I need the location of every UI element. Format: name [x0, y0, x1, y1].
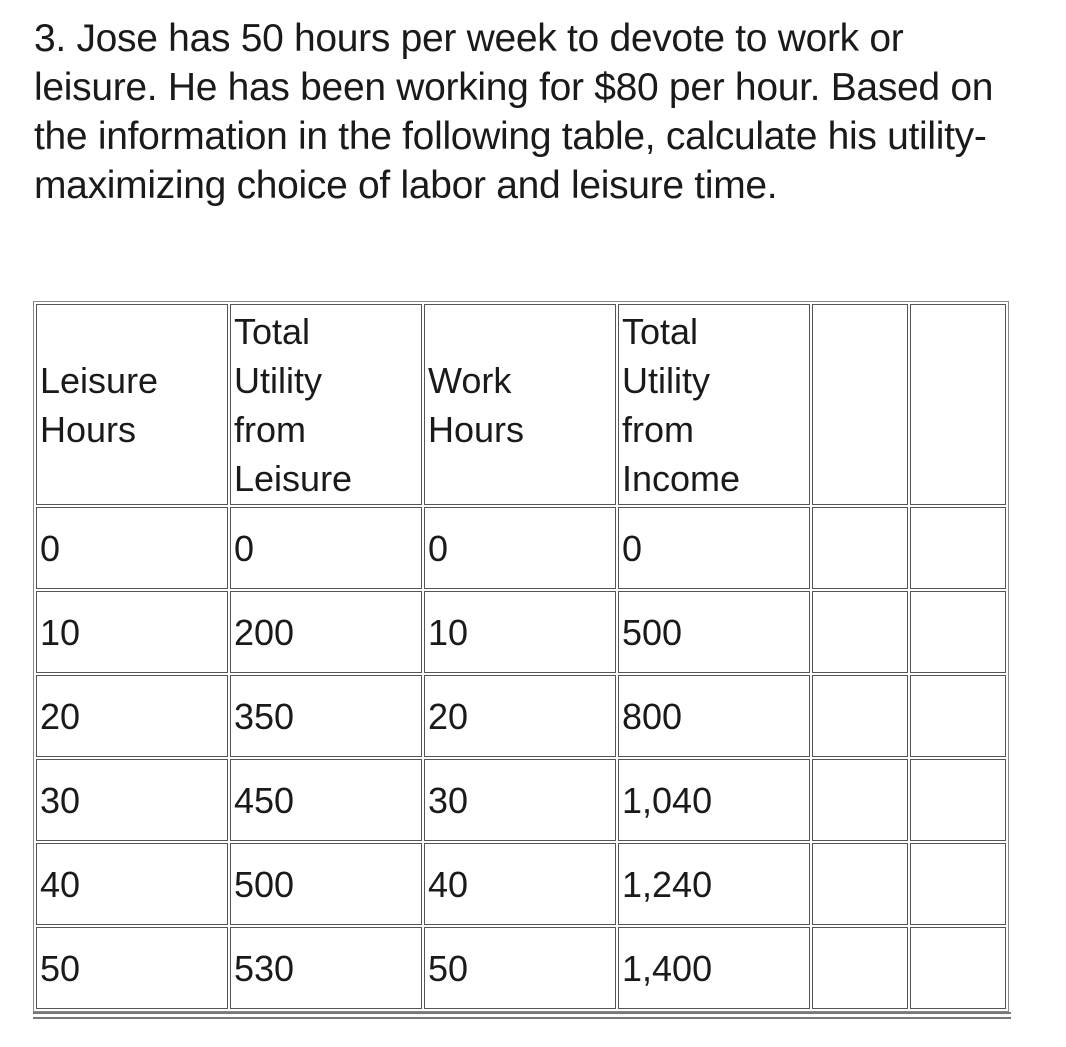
cell-leisure-hours: 30 [36, 759, 228, 841]
header-word: Leisure [234, 457, 353, 499]
cell-empty [812, 591, 908, 673]
cell-work-hours: 30 [424, 759, 616, 841]
table-row [36, 507, 1006, 589]
cell-utility-leisure: 350 [230, 675, 422, 757]
cell-empty [812, 759, 908, 841]
cell-work-hours: 40 [424, 843, 616, 925]
cell-empty [812, 927, 908, 1009]
cell-utility-income: 0 [618, 507, 810, 589]
cell-utility-income: 1,400 [618, 927, 810, 1009]
table-row [36, 591, 1006, 673]
cell-empty [910, 591, 1006, 673]
utility-table [33, 301, 1009, 1012]
cell-utility-income: 500 [618, 591, 810, 673]
cell-leisure-hours: 0 [36, 507, 228, 589]
cell-empty [812, 507, 908, 589]
cell-leisure-hours: 50 [36, 927, 228, 1009]
header-word: Total [234, 310, 311, 352]
header-word: Income [622, 457, 741, 499]
header-word: Utility [234, 359, 322, 401]
cell-leisure-hours: 20 [36, 675, 228, 757]
cell-leisure-hours: 10 [36, 591, 228, 673]
question-text: 3. Jose has 50 hours per week to devote to work or leisure. He has been working for $80 per hour. Based on the information in the following table, calculate his utility-maximizing choice of labor and leisure time. [34, 17, 994, 207]
header-work-hours [424, 304, 616, 505]
cell-work-hours: 0 [424, 507, 616, 589]
cell-utility-leisure: 530 [230, 927, 422, 1009]
header-word: from [234, 408, 306, 450]
cell-utility-leisure: 0 [230, 507, 422, 589]
header-empty-6 [910, 304, 1006, 505]
table-header-row [36, 304, 1006, 505]
header-word: Total [622, 310, 699, 352]
header-word: Leisure [40, 359, 159, 401]
header-leisure-hours [36, 304, 228, 505]
cell-utility-income: 1,240 [618, 843, 810, 925]
header-total-utility-income [618, 304, 810, 505]
header-word: Hours [428, 408, 525, 450]
header-word: from [622, 408, 694, 450]
cell-utility-income: 1,040 [618, 759, 810, 841]
header-word: Utility [622, 359, 710, 401]
cell-empty [910, 675, 1006, 757]
table-row [36, 927, 1006, 1009]
cell-empty [812, 675, 908, 757]
cell-empty [812, 843, 908, 925]
table-bottom-rule [33, 1012, 1011, 1019]
header-total-utility-leisure [230, 304, 422, 505]
header-word: Hours [40, 408, 137, 450]
cell-empty [910, 927, 1006, 1009]
cell-work-hours: 20 [424, 675, 616, 757]
cell-utility-income: 800 [618, 675, 810, 757]
cell-utility-leisure: 450 [230, 759, 422, 841]
cell-empty [910, 843, 1006, 925]
cell-utility-leisure: 500 [230, 843, 422, 925]
header-word: Work [428, 359, 512, 401]
cell-leisure-hours: 40 [36, 843, 228, 925]
header-empty-5 [812, 304, 908, 505]
cell-empty [910, 759, 1006, 841]
cell-work-hours: 50 [424, 927, 616, 1009]
table-row [36, 675, 1006, 757]
cell-work-hours: 10 [424, 591, 616, 673]
table-row [36, 843, 1006, 925]
cell-empty [910, 507, 1006, 589]
cell-utility-leisure: 200 [230, 591, 422, 673]
table-row [36, 759, 1006, 841]
